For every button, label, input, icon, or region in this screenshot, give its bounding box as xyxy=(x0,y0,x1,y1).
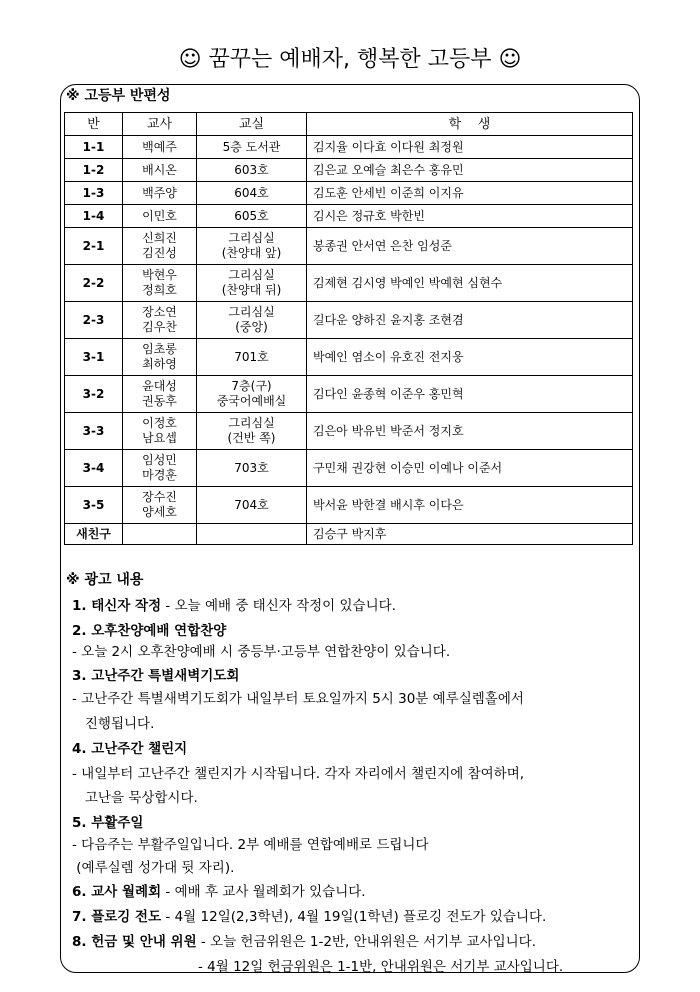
roster-heading: ※ 고등부 반편성 xyxy=(66,88,171,104)
announcement-text: - 오늘 헌금위원은 1-2반, 안내위원은 서기부 교사입니다. xyxy=(196,934,537,950)
room-name: 그리심실 xyxy=(228,231,275,245)
room-name: 그리심실 xyxy=(228,305,275,319)
students-cell: 김은아 박유빈 박준서 정지호 xyxy=(307,413,633,450)
teacher-name: 백예주 xyxy=(142,139,177,154)
room-name: 604호 xyxy=(234,185,269,200)
announcement-title: 3. 고난주간 특별새벽기도회 xyxy=(72,668,240,684)
table-row xyxy=(65,302,633,339)
room-cell xyxy=(197,136,307,159)
announcement-title: 2. 오후찬양예배 연합찬양 xyxy=(72,623,227,639)
announcement-line xyxy=(198,955,563,975)
teacher-name: 배시온 xyxy=(142,162,177,177)
announcement-line xyxy=(72,811,143,831)
teacher-name: 장수진 xyxy=(142,490,177,504)
class-cell: 새친구 xyxy=(65,524,123,545)
class-roster-table xyxy=(64,112,633,545)
room-name: 그리심실 xyxy=(228,268,275,282)
students-cell: 김시은 정규호 박한빈 xyxy=(307,205,633,228)
table-row xyxy=(65,159,633,182)
announcement-line xyxy=(72,856,234,876)
announcement-line xyxy=(72,737,187,757)
students-cell: 길다운 양하진 윤지홍 조현겸 xyxy=(307,302,633,339)
announcement-text: 진행됩니다. xyxy=(72,716,155,732)
announcement-text: - 예배 후 교사 월례회가 있습니다. xyxy=(161,884,366,900)
teacher-name: 양세호 xyxy=(142,505,177,519)
teacher-cell xyxy=(123,450,197,487)
announcement-title: 6. 교사 월례회 xyxy=(72,884,162,900)
teacher-cell xyxy=(123,136,197,159)
header-class: 반 xyxy=(65,113,123,136)
teacher-cell xyxy=(123,265,197,302)
room-name: 5층 도서관 xyxy=(222,139,281,154)
students-cell: 박예인 염소이 유호진 전지웅 xyxy=(307,339,633,376)
announcement-line xyxy=(72,687,524,707)
announcement-text: - 내일부터 고난주간 챌린지가 시작됩니다. 각자 자리에서 챌린지에 참여하며, xyxy=(72,766,525,782)
class-cell: 3-4 xyxy=(65,450,123,487)
teacher-name: 마경훈 xyxy=(142,468,177,482)
table-header-row xyxy=(65,113,633,136)
students-cell: 김제현 김시영 박예인 박예현 심현수 xyxy=(307,265,633,302)
class-cell: 3-1 xyxy=(65,339,123,376)
room-name: 703호 xyxy=(234,460,269,475)
announcement-text: - 4월 12일(2,3학년), 4월 19일(1학년) 플로깅 전도가 있습니다. xyxy=(161,909,547,925)
students-cell: 김지율 이다효 이다원 최정원 xyxy=(307,136,633,159)
announcement-title: 5. 부활주일 xyxy=(72,815,144,831)
table-row xyxy=(65,413,633,450)
room-name: 그리심실 xyxy=(228,416,275,430)
teacher-name: 윤대성 xyxy=(142,379,177,393)
table-row xyxy=(65,524,633,545)
room-name: 605호 xyxy=(234,208,269,223)
table-row xyxy=(65,136,633,159)
announcement-title: 1. 태신자 작정 xyxy=(72,598,162,614)
room-cell xyxy=(197,413,307,450)
table-row xyxy=(65,228,633,265)
class-cell: 1-4 xyxy=(65,205,123,228)
teacher-name: 임초롱 xyxy=(142,342,177,356)
class-cell: 1-2 xyxy=(65,159,123,182)
room-cell xyxy=(197,487,307,524)
teacher-name: 정희호 xyxy=(142,283,177,297)
room-cell xyxy=(197,450,307,487)
room-name: (건반 쪽) xyxy=(227,431,276,445)
room-cell xyxy=(197,376,307,413)
teacher-name: 임성민 xyxy=(142,453,177,467)
announcement-line xyxy=(72,664,239,684)
table-row xyxy=(65,205,633,228)
room-name: 중국어예배실 xyxy=(216,394,287,408)
announcement-line xyxy=(72,619,226,639)
teacher-cell xyxy=(123,205,197,228)
room-name: (찬양대 뒤) xyxy=(221,283,282,297)
announcement-line xyxy=(72,594,396,614)
class-cell: 3-2 xyxy=(65,376,123,413)
room-name: 704호 xyxy=(234,497,269,512)
announcement-line xyxy=(72,880,366,900)
teacher-name: 최하영 xyxy=(142,357,177,371)
table-row xyxy=(65,182,633,205)
students-cell: 구민채 권강현 이승민 이예나 이준서 xyxy=(307,450,633,487)
table-row xyxy=(65,339,633,376)
teacher-cell xyxy=(123,339,197,376)
teacher-name: 권동후 xyxy=(142,394,177,408)
announcement-line xyxy=(72,930,536,950)
teacher-cell xyxy=(123,302,197,339)
teacher-cell xyxy=(123,182,197,205)
room-cell xyxy=(197,182,307,205)
teacher-cell xyxy=(123,524,197,545)
announcement-title: 7. 플로깅 전도 xyxy=(72,909,162,925)
announcement-title: 8. 헌금 및 안내 위원 xyxy=(72,934,197,950)
teacher-cell xyxy=(123,159,197,182)
table-row xyxy=(65,376,633,413)
teacher-name: 남요셉 xyxy=(142,431,177,445)
students-cell: 김도훈 안세빈 이준희 이지유 xyxy=(307,182,633,205)
students-cell: 봉종권 안서연 은찬 임성준 xyxy=(307,228,633,265)
room-name: 603호 xyxy=(234,162,269,177)
table-row xyxy=(65,265,633,302)
class-cell: 2-2 xyxy=(65,265,123,302)
room-name: 701호 xyxy=(234,349,269,364)
header-students: 학 생 xyxy=(307,113,633,136)
table-row xyxy=(65,487,633,524)
header-room: 교실 xyxy=(197,113,307,136)
teacher-name: 이정호 xyxy=(142,416,177,430)
room-cell xyxy=(197,265,307,302)
class-cell: 2-3 xyxy=(65,302,123,339)
teacher-name: 장소연 xyxy=(142,305,177,319)
announcement-line xyxy=(72,762,524,782)
announcement-line xyxy=(72,833,428,853)
students-cell: 김은교 오예슬 최은수 홍유민 xyxy=(307,159,633,182)
room-name: (찬양대 앞) xyxy=(221,246,282,260)
room-name: (중앙) xyxy=(235,320,268,334)
teacher-cell xyxy=(123,413,197,450)
students-cell: 박서윤 박한결 배시후 이다은 xyxy=(307,487,633,524)
room-cell xyxy=(197,228,307,265)
teacher-name: 김진성 xyxy=(142,246,177,260)
announcement-text: - 오늘 2시 오후찬양예배 시 중등부·고등부 연합찬양이 있습니다. xyxy=(72,644,451,660)
room-cell xyxy=(197,205,307,228)
class-cell: 3-3 xyxy=(65,413,123,450)
announcement-text: 고난을 묵상합시다. xyxy=(72,790,198,806)
header-teacher: 교사 xyxy=(123,113,197,136)
class-cell: 1-3 xyxy=(65,182,123,205)
class-cell: 2-1 xyxy=(65,228,123,265)
teacher-name: 김우찬 xyxy=(142,320,177,334)
table-row xyxy=(65,450,633,487)
announcement-text: - 4월 12일 헌금위원은 1-1반, 안내위원은 서기부 교사입니다. xyxy=(198,959,564,975)
announcement-line xyxy=(72,640,450,660)
ads-heading: ※ 광고 내용 xyxy=(66,572,144,588)
room-cell xyxy=(197,159,307,182)
teacher-name: 이민호 xyxy=(142,208,177,223)
teacher-name: 백주양 xyxy=(142,185,177,200)
room-name: 7층(구) xyxy=(231,379,272,393)
class-cell: 3-5 xyxy=(65,487,123,524)
class-cell: 1-1 xyxy=(65,136,123,159)
announcement-title: 4. 고난주간 챌린지 xyxy=(72,741,188,757)
students-cell: 김승구 박지후 xyxy=(307,524,633,545)
announcement-text: - 고난주간 특별새벽기도회가 내일부터 토요일까지 5시 30분 예루실렘홀에서 xyxy=(72,691,524,707)
room-cell xyxy=(197,302,307,339)
teacher-name: 박현우 xyxy=(142,268,177,282)
room-cell xyxy=(197,524,307,545)
room-cell xyxy=(197,339,307,376)
announcement-text: - 다음주는 부활주일입니다. 2부 예배를 연합예배로 드립니다 xyxy=(72,837,429,853)
teacher-name: 신희진 xyxy=(142,231,177,245)
announcement-line xyxy=(72,712,154,732)
announcement-text: (예루실렘 성가대 뒷 자리). xyxy=(72,860,235,876)
teacher-cell xyxy=(123,487,197,524)
announcement-line xyxy=(72,786,198,806)
page-title: ☺ 꿈꾸는 예배자, 행복한 고등부 ☺ xyxy=(178,47,522,72)
announcement-text: - 오늘 예배 중 태신자 작정이 있습니다. xyxy=(161,598,396,614)
teacher-cell xyxy=(123,376,197,413)
teacher-cell xyxy=(123,228,197,265)
announcement-line xyxy=(72,905,546,925)
students-cell: 김다인 윤종혁 이준우 홍민혁 xyxy=(307,376,633,413)
